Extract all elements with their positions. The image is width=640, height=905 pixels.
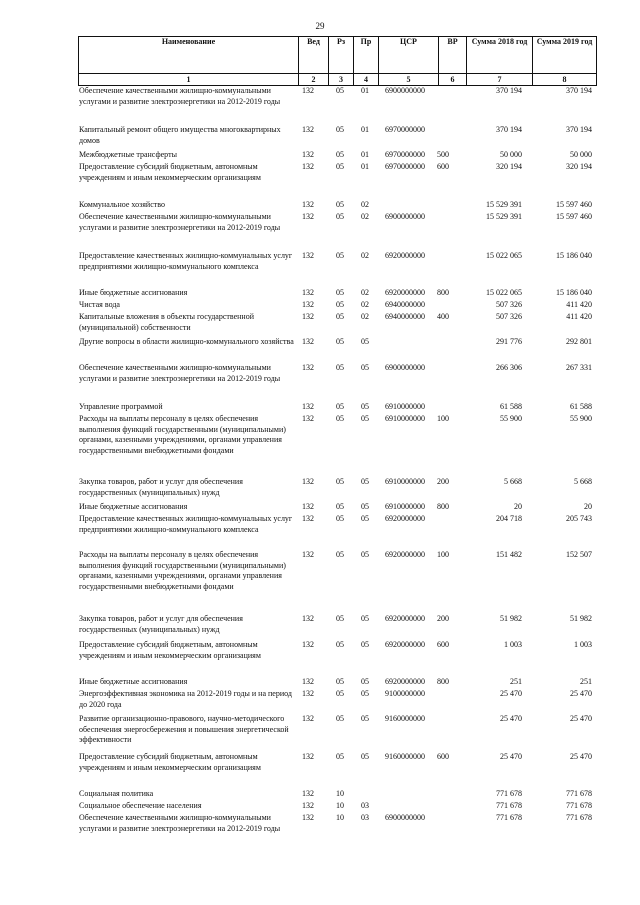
row-pr: 05: [361, 502, 369, 511]
col-number: 1: [79, 74, 299, 86]
row-name: Предоставление субсидий бюджетным, автономным учреждениям и иным некоммерческим организациям: [79, 162, 261, 182]
row-rz: 05: [336, 550, 344, 559]
row-sum2019: 51 982: [570, 614, 592, 623]
row-sum2019: 320 194: [566, 162, 592, 171]
row-csr: 6940000000: [385, 312, 425, 321]
row-vr: 800: [437, 288, 449, 297]
row-rz: 10: [336, 801, 344, 810]
row-name: Обеспечение качественными жилищно-коммунальными услугами и развитие электроэнергетики на 2012-2019 годы: [79, 363, 281, 383]
row-rz: 05: [336, 614, 344, 623]
row-csr: 6920000000: [385, 677, 425, 686]
row-ved: 132: [302, 300, 314, 309]
row-name: Предоставление качественных жилищно-коммунальных услуг предприятиями жилищно-коммунального комплекса: [79, 251, 293, 271]
row-sum2018: 370 194: [496, 125, 522, 134]
row-vr: 800: [437, 502, 449, 511]
row-vr: 600: [437, 752, 449, 761]
row-pr: 03: [361, 801, 369, 810]
row-rz: 05: [336, 312, 344, 321]
row-rz: 05: [336, 677, 344, 686]
row-ved: 132: [302, 813, 314, 822]
row-name: Социальное обеспечение населения: [79, 801, 202, 810]
row-csr: 6920000000: [385, 514, 425, 523]
row-name: Расходы на выплаты персоналу в целях обеспечения выполнения функций государственными (муниципальными) органами, казенными учреждениями, органами управления государственными внебюджетными фондами: [79, 414, 286, 455]
row-pr: 01: [361, 86, 369, 95]
row-sum2019: 61 588: [570, 402, 592, 411]
row-pr: 05: [361, 689, 369, 698]
row-name: Энергоэффективная экономика на 2012-2019 годы и на период до 2020 года: [79, 689, 292, 709]
row-sum2019: 25 470: [570, 752, 592, 761]
row-name: Закупка товаров, работ и услуг для обеспечения государственных (муниципальных) нужд: [79, 614, 243, 634]
row-name: Развитие организационно-правового, научно-методического обеспечения энергосбережения и повышения энергетической эффективности: [79, 714, 289, 744]
row-csr: 6920000000: [385, 550, 425, 559]
row-pr: 01: [361, 125, 369, 134]
row-csr: 6920000000: [385, 288, 425, 297]
row-pr: 05: [361, 640, 369, 649]
row-csr: 9100000000: [385, 689, 425, 698]
row-rz: 05: [336, 514, 344, 523]
row-ved: 132: [302, 677, 314, 686]
row-rz: 05: [336, 162, 344, 171]
row-vr: 800: [437, 677, 449, 686]
row-vr: 100: [437, 550, 449, 559]
row-ved: 132: [302, 402, 314, 411]
row-sum2018: 370 194: [496, 86, 522, 95]
row-rz: 05: [336, 714, 344, 723]
row-csr: 6900000000: [385, 813, 425, 822]
row-csr: 9160000000: [385, 752, 425, 761]
row-sum2019: 15 597 460: [556, 200, 592, 209]
row-sum2018: 204 718: [496, 514, 522, 523]
row-ved: 132: [302, 640, 314, 649]
row-pr: 02: [361, 300, 369, 309]
row-rz: 05: [336, 288, 344, 297]
row-name: Обеспечение качественными жилищно-коммунальными услугами и развитие электроэнергетики на 2012-2019 годы: [79, 86, 281, 106]
page-number: 29: [315, 21, 325, 31]
col-header-name: Наименование: [79, 37, 299, 74]
row-pr: 05: [361, 677, 369, 686]
row-sum2018: 20: [514, 502, 522, 511]
row-ved: 132: [302, 689, 314, 698]
row-sum2019: 152 507: [566, 550, 592, 559]
row-ved: 132: [302, 414, 314, 423]
row-pr: 05: [361, 550, 369, 559]
row-sum2018: 25 470: [500, 689, 522, 698]
row-sum2018: 61 588: [500, 402, 522, 411]
row-ved: 132: [302, 162, 314, 171]
row-csr: 6900000000: [385, 86, 425, 95]
col-number: 5: [379, 74, 439, 86]
col-header-pr: Пр: [354, 37, 379, 74]
row-sum2018: 266 306: [496, 363, 522, 372]
row-name: Капитальные вложения в объекты государственной (муниципальной) собственности: [79, 312, 254, 332]
row-vr: 600: [437, 162, 449, 171]
row-pr: 02: [361, 200, 369, 209]
row-sum2019: 771 678: [566, 801, 592, 810]
row-pr: 02: [361, 251, 369, 260]
col-number: 3: [329, 74, 354, 86]
row-rz: 10: [336, 789, 344, 798]
row-pr: 05: [361, 363, 369, 372]
row-sum2018: 15 529 391: [486, 200, 522, 209]
row-ved: 132: [302, 789, 314, 798]
row-vr: 200: [437, 477, 449, 486]
row-rz: 05: [336, 337, 344, 346]
row-pr: 05: [361, 402, 369, 411]
row-sum2019: 370 194: [566, 86, 592, 95]
row-pr: 03: [361, 813, 369, 822]
row-csr: 6920000000: [385, 614, 425, 623]
row-name: Капитальный ремонт общего имущества многоквартирных домов: [79, 125, 281, 145]
row-name: Социальная политика: [79, 789, 154, 798]
row-sum2018: 291 776: [496, 337, 522, 346]
row-rz: 05: [336, 752, 344, 761]
row-name: Межбюджетные трансферты: [79, 150, 177, 159]
row-name: Коммунальное хозяйство: [79, 200, 165, 209]
row-sum2018: 25 470: [500, 752, 522, 761]
row-pr: 02: [361, 288, 369, 297]
row-sum2018: 1 003: [504, 640, 522, 649]
row-sum2019: 1 003: [574, 640, 592, 649]
row-sum2018: 507 326: [496, 300, 522, 309]
row-vr: 500: [437, 150, 449, 159]
row-csr: 9160000000: [385, 714, 425, 723]
row-csr: 6900000000: [385, 363, 425, 372]
col-number: 4: [354, 74, 379, 86]
row-rz: 05: [336, 363, 344, 372]
row-ved: 132: [302, 714, 314, 723]
row-name: Предоставление субсидий бюджетным, автономным учреждениям и иным некоммерческим организациям: [79, 640, 261, 660]
row-pr: 05: [361, 337, 369, 346]
row-sum2019: 15 186 040: [556, 251, 592, 260]
row-csr: 6920000000: [385, 640, 425, 649]
row-sum2018: 251: [510, 677, 522, 686]
row-ved: 132: [302, 614, 314, 623]
row-pr: 01: [361, 150, 369, 159]
row-sum2019: 15 186 040: [556, 288, 592, 297]
row-name: Управление программой: [79, 402, 163, 411]
row-sum2019: 5 668: [574, 477, 592, 486]
row-ved: 132: [302, 550, 314, 559]
row-pr: 01: [361, 162, 369, 171]
row-ved: 132: [302, 363, 314, 372]
col-header-rz: Рз: [329, 37, 354, 74]
col-header-vr: ВР: [439, 37, 467, 74]
row-ved: 132: [302, 502, 314, 511]
row-rz: 05: [336, 502, 344, 511]
row-sum2019: 267 331: [566, 363, 592, 372]
row-csr: 6970000000: [385, 150, 425, 159]
row-csr: 6970000000: [385, 162, 425, 171]
row-sum2019: 771 678: [566, 813, 592, 822]
row-rz: 05: [336, 150, 344, 159]
row-sum2019: 50 000: [570, 150, 592, 159]
row-pr: 05: [361, 477, 369, 486]
col-number: 7: [467, 74, 533, 86]
row-rz: 05: [336, 200, 344, 209]
row-name: Предоставление качественных жилищно-коммунальных услуг предприятиями жилищно-коммунального комплекса: [79, 514, 293, 534]
row-csr: 6920000000: [385, 251, 425, 260]
row-name: Чистая вода: [79, 300, 120, 309]
row-name: Иные бюджетные ассигнования: [79, 502, 188, 511]
row-sum2018: 507 326: [496, 312, 522, 321]
row-ved: 132: [302, 251, 314, 260]
row-ved: 132: [302, 752, 314, 761]
row-sum2018: 15 022 065: [486, 288, 522, 297]
row-name: Закупка товаров, работ и услуг для обеспечения государственных (муниципальных) нужд: [79, 477, 243, 497]
row-sum2018: 151 482: [496, 550, 522, 559]
row-pr: 05: [361, 752, 369, 761]
row-sum2019: 370 194: [566, 125, 592, 134]
row-sum2018: 5 668: [504, 477, 522, 486]
row-rz: 05: [336, 402, 344, 411]
row-rz: 05: [336, 689, 344, 698]
row-name: Иные бюджетные ассигнования: [79, 677, 188, 686]
row-pr: 05: [361, 514, 369, 523]
row-name: Предоставление субсидий бюджетным, автономным учреждениям и иным некоммерческим организациям: [79, 752, 261, 772]
row-rz: 05: [336, 640, 344, 649]
row-ved: 132: [302, 801, 314, 810]
row-name: Другие вопросы в области жилищно-коммунального хозяйства: [79, 337, 294, 346]
row-sum2019: 205 743: [566, 514, 592, 523]
row-sum2019: 15 597 460: [556, 212, 592, 221]
row-sum2018: 15 022 065: [486, 251, 522, 260]
row-pr: 05: [361, 714, 369, 723]
row-pr: 05: [361, 614, 369, 623]
row-name: Обеспечение качественными жилищно-коммунальными услугами и развитие электроэнергетики на 2012-2019 годы: [79, 212, 281, 232]
row-sum2019: 771 678: [566, 789, 592, 798]
row-rz: 05: [336, 86, 344, 95]
col-header-ved: Вед: [299, 37, 329, 74]
row-sum2018: 771 678: [496, 801, 522, 810]
row-sum2018: 15 529 391: [486, 212, 522, 221]
col-header-sum2019: Сумма 2019 год: [533, 37, 597, 74]
row-ved: 132: [302, 337, 314, 346]
row-vr: 400: [437, 312, 449, 321]
row-rz: 05: [336, 300, 344, 309]
col-header-csr: ЦСР: [379, 37, 439, 74]
row-csr: 6910000000: [385, 414, 425, 423]
row-sum2019: 251: [580, 677, 592, 686]
row-rz: 05: [336, 477, 344, 486]
row-pr: 05: [361, 414, 369, 423]
row-ved: 132: [302, 86, 314, 95]
row-rz: 05: [336, 414, 344, 423]
row-sum2019: 55 900: [570, 414, 592, 423]
row-pr: 02: [361, 212, 369, 221]
row-sum2019: 25 470: [570, 714, 592, 723]
row-sum2018: 320 194: [496, 162, 522, 171]
row-sum2019: 20: [584, 502, 592, 511]
row-csr: 6940000000: [385, 300, 425, 309]
row-ved: 132: [302, 125, 314, 134]
row-pr: 02: [361, 312, 369, 321]
row-ved: 132: [302, 514, 314, 523]
row-ved: 132: [302, 150, 314, 159]
row-sum2019: 411 420: [566, 312, 592, 321]
row-vr: 600: [437, 640, 449, 649]
row-csr: 6910000000: [385, 502, 425, 511]
row-ved: 132: [302, 200, 314, 209]
row-rz: 10: [336, 813, 344, 822]
col-number: 2: [299, 74, 329, 86]
row-vr: 100: [437, 414, 449, 423]
row-name: Обеспечение качественными жилищно-коммунальными услугами и развитие электроэнергетики на 2012-2019 годы: [79, 813, 281, 833]
row-sum2018: 55 900: [500, 414, 522, 423]
row-sum2019: 25 470: [570, 689, 592, 698]
row-sum2019: 411 420: [566, 300, 592, 309]
row-rz: 05: [336, 251, 344, 260]
col-header-sum2018: Сумма 2018 год: [467, 37, 533, 74]
row-csr: 6910000000: [385, 402, 425, 411]
row-sum2019: 292 801: [566, 337, 592, 346]
row-ved: 132: [302, 312, 314, 321]
row-name: Иные бюджетные ассигнования: [79, 288, 188, 297]
row-sum2018: 771 678: [496, 789, 522, 798]
row-csr: 6910000000: [385, 477, 425, 486]
row-rz: 05: [336, 125, 344, 134]
row-rz: 05: [336, 212, 344, 221]
row-sum2018: 25 470: [500, 714, 522, 723]
row-ved: 132: [302, 477, 314, 486]
row-csr: 6970000000: [385, 125, 425, 134]
row-sum2018: 51 982: [500, 614, 522, 623]
row-sum2018: 771 678: [496, 813, 522, 822]
row-ved: 132: [302, 288, 314, 297]
row-csr: 6900000000: [385, 212, 425, 221]
row-vr: 200: [437, 614, 449, 623]
col-number: 6: [439, 74, 467, 86]
row-ved: 132: [302, 212, 314, 221]
row-name: Расходы на выплаты персоналу в целях обеспечения выполнения функций государственными (муниципальными) органами, казенными учреждениями, органами управления государственными внебюджетными фондами: [79, 550, 286, 591]
row-sum2018: 50 000: [500, 150, 522, 159]
col-number: 8: [533, 74, 597, 86]
